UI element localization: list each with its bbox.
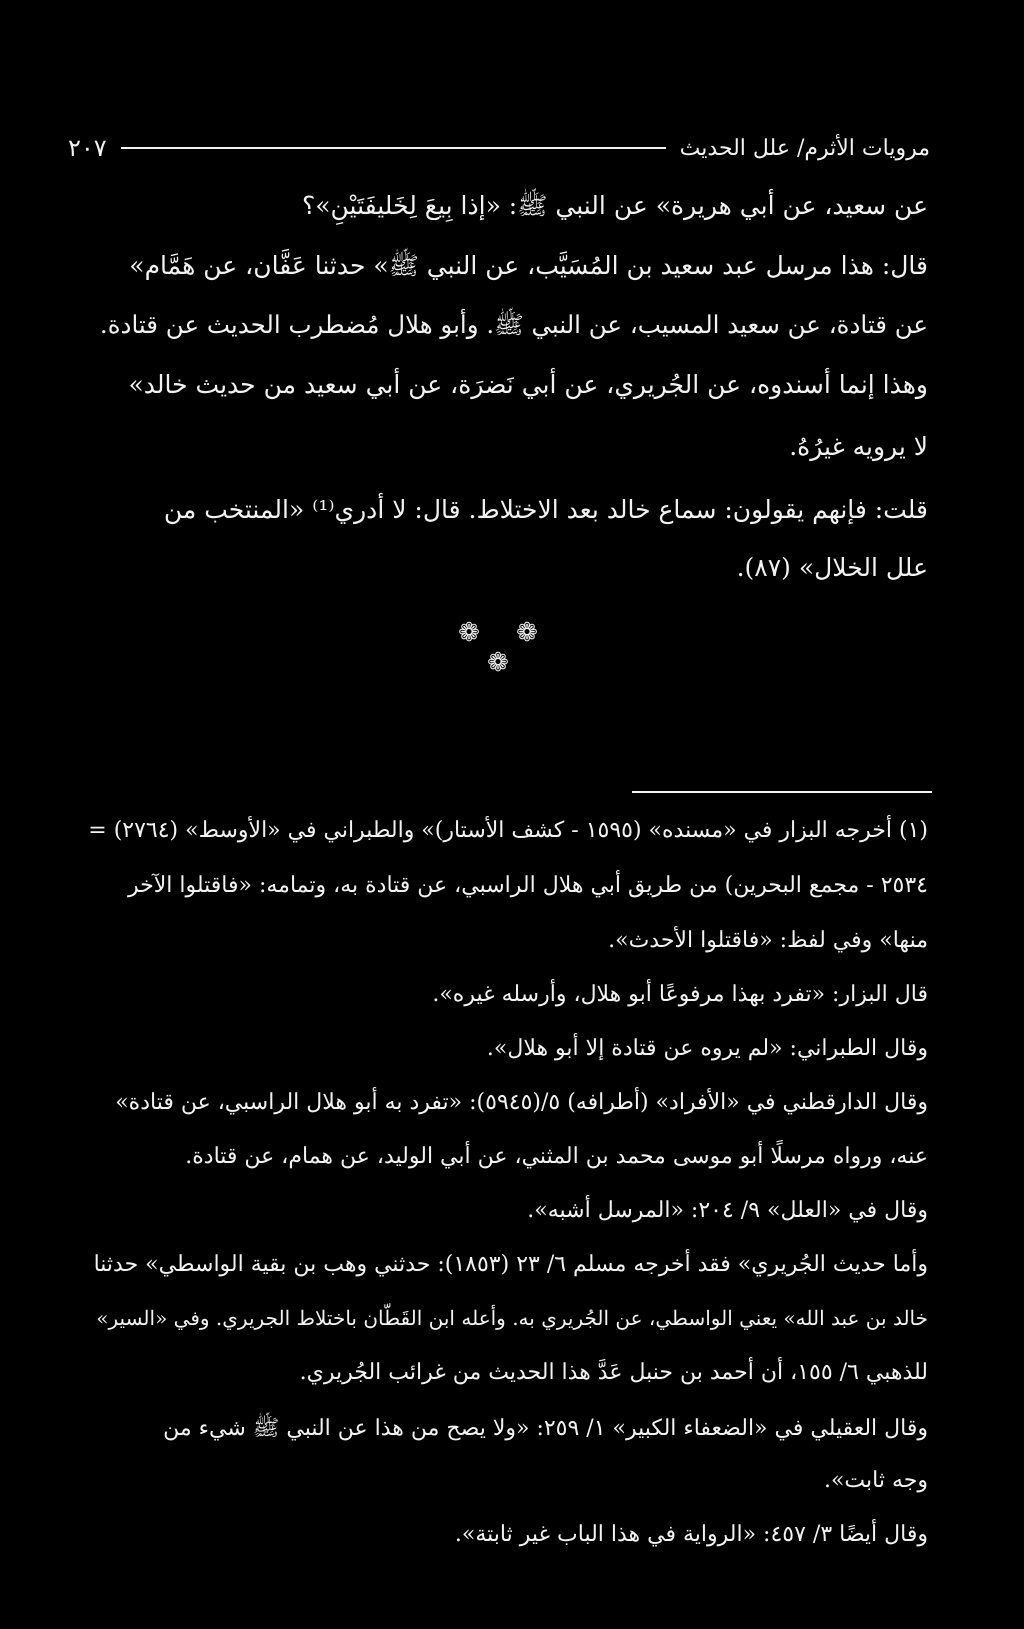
footnote-line-6: وقال الدارقطني في «الأفراد» (أطرافه) ٥/(٥٩٤٥): «تفرد به أبو هلال الراسبي، عن قتادة» [115, 1090, 928, 1115]
footnote-line-8: وقال في «العلل» ٩/ ٢٠٤: «المرسل أشبه». [527, 1198, 928, 1223]
footnote-line-14: وقال أيضًا ٣/ ٤٥٧: «الرواية في هذا الباب غير ثابتة». [454, 1522, 928, 1547]
body-line-7: علل الخلال» (٨٧). [736, 553, 928, 582]
footnote-line-9: وأما حديث الجُريري» فقد أخرجه مسلم ٦/ ٢٣ (١٨٥٣): حدثني وهب بن بقية الواسطي» حدثنا [93, 1252, 928, 1277]
footnote-line-11: للذهبي ٦/ ١٥٥، أن أحمد بن حنبل عَدَّ هذا الحديث من غرائب الجُريري. [299, 1360, 928, 1385]
body-line-5: لا يرويه غيرُهُ. [789, 432, 928, 461]
footnote-line-2: ٢٥٣٤ - مجمع البحرين) من طريق أبي هلال الراسبي، عن قتادة به، وتمامه: «فاقتلوا الآخر [127, 873, 928, 898]
body-line-4: وهذا إنما أسندوه، عن الجُريري، عن أبي نَضرَة، عن أبي سعيد من حديث خالد» [128, 370, 928, 399]
body-line-2: قال: هذا مرسل عبد سعيد بن المُسَيَّب، عن النبي ﷺ» حدثنا عَفَّان، عن هَمَّام» [129, 251, 928, 280]
footnote-line-10: خالد بن عبد الله» يعني الواسطي، عن الجُريري به. وأعله ابن القَطّان باختلاط الجريري. وفي «السير» [96, 1306, 928, 1330]
body-line-3: عن قتادة، عن سعيد المسيب، عن النبي ﷺ. وأبو هلال مُضطرب الحديث عن قتادة. [99, 310, 928, 339]
header-title: مرويات الأثرم/ علل الحديث [679, 135, 930, 161]
running-header [68, 128, 930, 168]
footnote-line-12: وقال العقيلي في «الضعفاء الكبير» ١/ ٢٥٩: «ولا يصح من هذا عن النبي ﷺ شيء من [163, 1416, 928, 1441]
footnote-line-13: وجه ثابت». [823, 1468, 928, 1493]
body-line-1: عن سعيد، عن أبي هريرة» عن النبي ﷺ: «إذا بِيعَ لِخَليفَتَيْنِ»؟ [301, 191, 928, 220]
section-separator: ❁ ❁ ❁ [458, 618, 552, 678]
page-number: ٢٠٧ [68, 134, 107, 162]
footnote-line-3: منها» وفي لفظ: «فاقتلوا الأحدث». [608, 928, 928, 953]
footnote-line-7: عنه، ورواه مرسلًا أبو موسى محمد بن المثني، عن أبي الوليد، عن همام، عن قتادة. [185, 1144, 928, 1169]
body-line-6: قلت: فإنهم يقولون: سماع خالد بعد الاختلاط. قال: لا أدري⁽¹⁾ «المنتخب من [163, 495, 928, 524]
header-rule [121, 147, 666, 149]
footnote-rule [632, 791, 932, 793]
footnote-line-5: وقال الطبراني: «لم يروه عن قتادة إلا أبو هلال». [486, 1036, 928, 1061]
footnote-line-1: (١) أخرجه البزار في «مسنده» (١٥٩٥ - كشف الأستار)» والطبراني في «الأوسط» (٢٧٦٤) = [88, 818, 928, 843]
footnote-line-4: قال البزار: «تفرد بهذا مرفوعًا أبو هلال، وأرسله غيره». [432, 982, 928, 1007]
